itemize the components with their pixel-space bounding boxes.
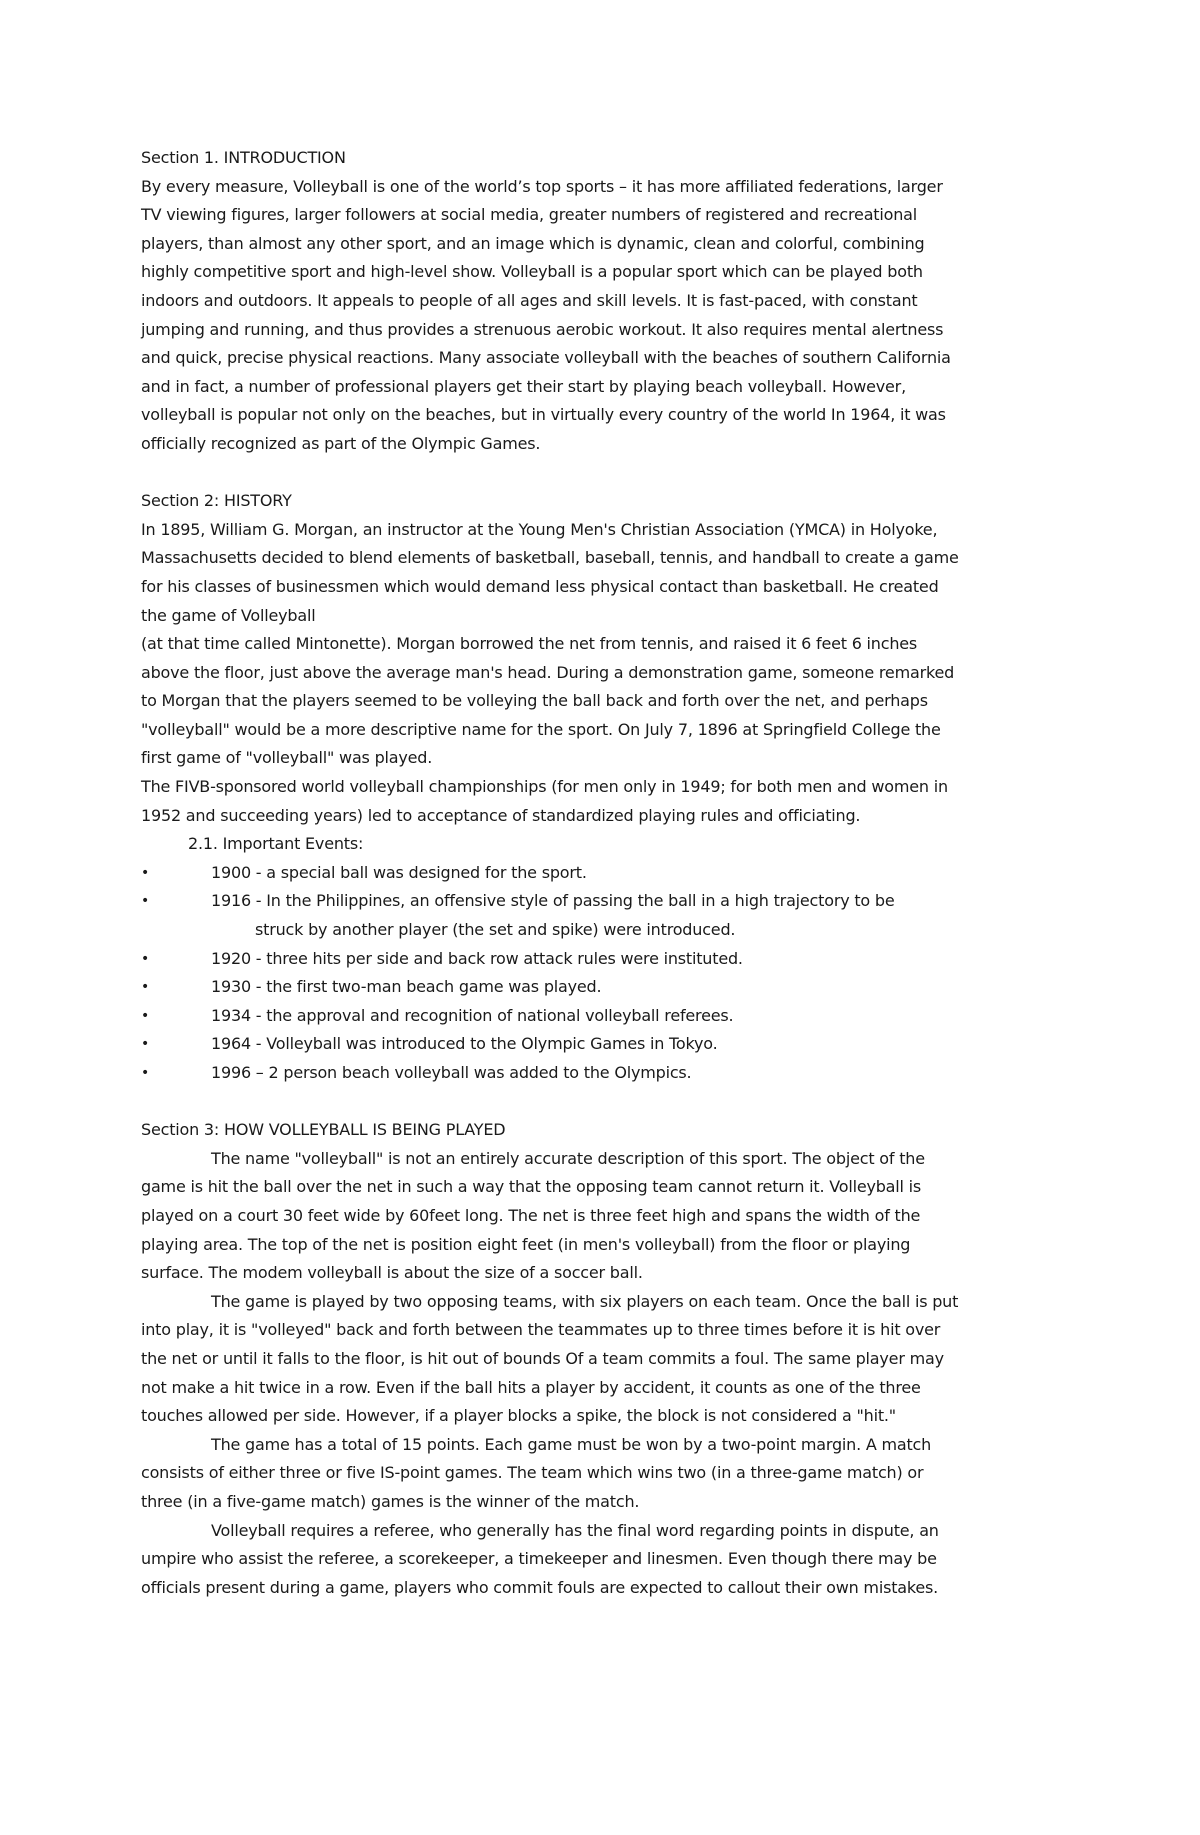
paragraph-line: indoors and outdoors. It appeals to people of all ages and skill levels. It is fast-paced, with constant [141,290,918,310]
paragraph-line: and quick, precise physical reactions. Many associate volleyball with the beaches of southern California [141,348,951,368]
paragraph-line: The game is played by two opposing teams, with six players on each team. Once the ball is put [211,1291,959,1311]
paragraph-line: first game of "volleyball" was played. [141,748,433,768]
bullet-icon: • [141,864,150,881]
paragraph-line: The game has a total of 15 points. Each game must be won by a two-point margin. A match [211,1434,932,1454]
paragraph-line: highly competitive sport and high-level show. Volleyball is a popular sport which can be played both [141,262,923,282]
bullet-icon: • [141,950,150,967]
list-item [141,945,1051,974]
subsection-heading: 2.1. Important Events: [188,834,364,854]
bullet-icon: • [141,1065,150,1081]
paragraph-line: three (in a five-game match) games is the winner of the match. [141,1491,640,1511]
list-item-text: 1964 - Volleyball was introduced to the Olympic Games in Tokyo. [211,1034,718,1054]
section-how-played [141,1116,1051,1602]
paragraph-line: "volleyball" would be a more descriptive name for the sport. On July 7, 1896 at Springfield College the [141,719,941,739]
bullet-icon: • [141,979,150,996]
bullet-icon: • [141,1036,150,1053]
paragraph-line: The name "volleyball" is not an entirely accurate description of this sport. The object of the [211,1148,925,1168]
list-item [141,1059,1051,1088]
list-item-text: 1920 - three hits per side and back row attack rules were instituted. [211,948,743,968]
list-item [141,887,1051,944]
paragraph-line: players, than almost any other sport, and an image which is dynamic, clean and colorful, combining [141,233,925,253]
bullet-icon: • [141,893,150,910]
paragraph-line: 1952 and succeeding years) led to acceptance of standardized playing rules and officiating. [141,805,861,825]
list-item [141,1030,1051,1059]
paragraph-line: surface. The modem volleyball is about the size of a soccer ball. [141,1263,643,1283]
paragraph-line: In 1895, William G. Morgan, an instructor at the Young Men's Christian Association (YMCA) in Holyoke, [141,519,938,539]
paragraph-line: umpire who assist the referee, a scorekeeper, a timekeeper and linesmen. Even though there may be [141,1549,937,1569]
bullet-icon: • [141,1007,150,1024]
section-heading: Section 2: HISTORY [141,491,292,511]
paragraph-line: touches allowed per side. However, if a player blocks a spike, the block is not considered a "hit." [141,1406,896,1426]
section-heading: Section 1. INTRODUCTION [141,148,346,167]
list-item [141,973,1051,1002]
list-item-text: 1916 - In the Philippines, an offensive style of passing the ball in a high trajectory to be [211,891,895,911]
list-item [141,859,1051,888]
spacer [141,1088,1051,1117]
paragraph-line: not make a hit twice in a row. Even if the ball hits a player by accident, it counts as one of the three [141,1377,921,1397]
paragraph-line: jumping and running, and thus provides a strenuous aerobic workout. It also requires mental alertness [141,319,944,339]
paragraph-line: officials present during a game, players who commit fouls are expected to callout their own mistakes. [141,1577,939,1597]
paragraph-line: and in fact, a number of professional players get their start by playing beach volleyball. However, [141,376,906,396]
paragraph-line: Massachusetts decided to blend elements of basketball, baseball, tennis, and handball to create a game [141,548,959,568]
paragraph-line: playing area. The top of the net is position eight feet (in men's volleyball) from the floor or playing [141,1234,911,1254]
paragraph-line: volleyball is popular not only on the beaches, but in virtually every country of the world In 1964, it was [141,405,946,425]
events-list [141,859,1051,1088]
paragraph-line: consists of either three or five IS-point games. The team which wins two (in a three-game match) or [141,1463,924,1483]
paragraph-line: to Morgan that the players seemed to be volleying the ball back and forth over the net, and perhaps [141,691,928,711]
section-introduction [141,144,1051,459]
list-item-text: 1934 - the approval and recognition of national volleyball referees. [211,1005,734,1025]
paragraph-line: The FIVB-sponsored world volleyball championships (for men only in 1949; for both men and women in [141,777,948,797]
paragraph-line: Volleyball requires a referee, who generally has the final word regarding points in dispute, an [211,1520,939,1540]
paragraph-line: game is hit the ball over the net in such a way that the opposing team cannot return it. Volleyball is [141,1177,922,1197]
paragraph-line: played on a court 30 feet wide by 60feet long. The net is three feet high and spans the width of the [141,1205,921,1225]
list-item-continuation: struck by another player (the set and spike) were introduced. [255,920,736,940]
paragraph-line: TV viewing figures, larger followers at social media, greater numbers of registered and recreational [141,205,918,225]
spacer [141,459,1051,488]
paragraph-line: the game of Volleyball [141,605,316,625]
paragraph-line: for his classes of businessmen which would demand less physical contact than basketball. He created [141,576,939,596]
list-item [141,1002,1051,1031]
document-body [141,144,1051,1602]
list-item-text: 1930 - the first two-man beach game was played. [211,977,602,997]
paragraph-line: above the floor, just above the average man's head. During a demonstration game, someone remarked [141,662,955,682]
paragraph-line: (at that time called Mintonette). Morgan borrowed the net from tennis, and raised it 6 feet 6 inches [141,634,918,654]
list-item-text: 1900 - a special ball was designed for the sport. [211,862,587,882]
paragraph-line: into play, it is "volleyed" back and forth between the teammates up to three times before it is hit over [141,1320,941,1340]
paragraph-line: officially recognized as part of the Olympic Games. [141,433,541,453]
section-history [141,487,1051,1087]
paragraph-line: By every measure, Volleyball is one of the world’s top sports – it has more affiliated federations, larger [141,176,943,196]
list-item-text: 1996 – 2 person beach volleyball was added to the Olympics. [211,1063,692,1082]
paragraph-line: the net or until it falls to the floor, is hit out of bounds Of a team commits a foul. The same player may [141,1348,944,1368]
section-heading: Section 3: HOW VOLLEYBALL IS BEING PLAYED [141,1120,506,1140]
